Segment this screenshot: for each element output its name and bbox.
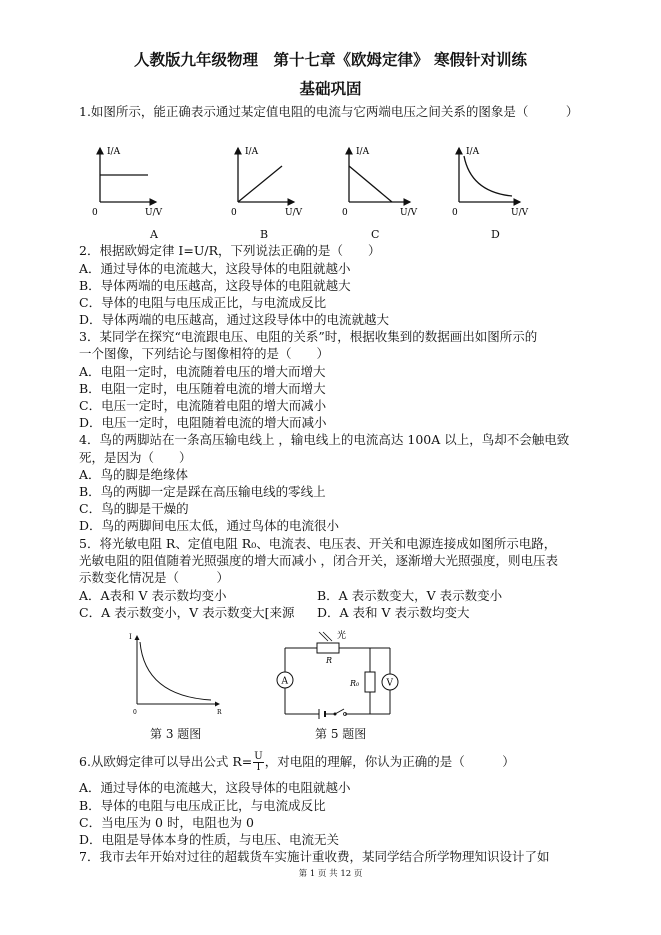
figure-5-caption: 第 5 题图 [315,727,367,741]
graph-d-curve [464,156,512,196]
resistor-r0 [365,672,375,692]
graph-a-ylabel: I/A [107,147,121,157]
fig3-curve [140,642,211,700]
q4-option-c: C．鸟的脚是干燥的 [79,501,189,516]
q4-stem-line1: 4．鸟的两脚站在一条高压输电线上 ，输电线上的电流高达 100A 以上，鸟却不会触电致 [79,432,570,447]
q2-option-c: C．导体的电阻与电压成正比，与电流成反比 [79,295,327,310]
photoresistor-r [317,643,339,653]
q5-stem-line3: 示数变化情况是（ ） [79,570,230,585]
graph-c [342,147,418,218]
graph-b-origin: 0 [231,208,237,218]
q4-option-b: B．鸟的两脚一定是踩在高压输电线的零线上 [79,484,326,499]
graph-c-ylabel: I/A [356,147,370,157]
figure-3-graph [125,630,230,720]
q7-stem: 7．我市去年开始对过往的超载货车实施计重收费，某同学结合所学物理知识设计了如 [79,849,550,864]
q3-stem-line1: 3．某同学在探究“电流跟电压、电阻的关系”时，根据收集到的数据画出如图所示的 [79,329,538,344]
q5-stem-line2: 光敏电阻的阻值随着光照强度的增大而减小 ，闭合开关，逐渐增大光照强度，则电压表 [79,553,558,568]
q3-option-c: C．电压一定时，电流随着电阻的增大而减小 [79,398,327,413]
q1-graphs [88,142,588,222]
q4-option-d: D．鸟的两脚间电压太低，通过鸟体的电流很小 [79,518,340,533]
q6-stem-post: ，对电阻的理解，你认为正确的是（ ） [264,754,515,769]
graph-label-c: C [371,228,380,241]
q6-stem [79,752,515,773]
q6-fraction [253,752,263,773]
graph-b-ylabel: I/A [245,147,259,157]
graph-c-xlabel: U/V [400,208,418,218]
graph-label-d: D [491,228,500,241]
q6-stem-pre: 6.从欧姆定律可以导出公式 R= [79,754,253,769]
graph-b-line [238,166,282,202]
graph-b-xlabel: U/V [285,208,303,218]
fig3-origin: 0 [133,709,137,716]
fig3-ylabel: I [129,633,132,641]
q6-option-d: D．电阻是导体本身的性质，与电压、电流无关 [79,832,340,847]
q6-option-c: C．当电压为 0 时，电阻也为 0 [79,815,254,830]
graph-b [231,147,303,218]
q2-stem: 2．根据欧姆定律 I=U/R，下列说法正确的是（ ） [79,243,381,258]
r-label: R [326,656,333,665]
q4-stem-line2: 死，是因为（ ） [79,450,192,465]
q3-stem-line2: 一个图像，下列结论与图像相符的是（ ） [79,346,330,361]
q5-stem-line1: 5．将光敏电阻 R、定值电阻 R₀、电流表、电压表、开关和电源连接成如图所示电路， [79,536,557,551]
fig3-xlabel: R [217,709,222,716]
q2-option-a: A．通过导体的电流越大，这段导体的电阻就越小 [79,261,351,276]
q6-frac-den: I [256,762,261,773]
q3-option-a: A．电阻一定时，电流随着电压的增大而增大 [79,364,326,379]
graph-d-xlabel: U/V [511,208,529,218]
voltmeter-label: V [386,678,393,689]
q6-option-b: B．导体的电阻与电压成正比，与电流成反比 [79,798,326,813]
graph-label-a: A [150,228,158,241]
graph-d-ylabel: I/A [466,147,480,157]
figure-5-circuit [265,628,405,723]
ammeter-label: A [281,676,288,687]
graph-label-b: B [260,228,269,241]
section-subtitle: 基础巩固 [299,79,362,98]
q6-option-a: A．通过导体的电流越大，这段导体的电阻就越小 [79,780,351,795]
q5-option-b: B．A 表示数变大，V 表示数变小 [317,588,503,603]
q1-stem: 1.如图所示，能正确表示通过某定值电阻的电流与它两端电压之间关系的图象是（ ） [79,104,579,119]
light-label: 光 [337,631,347,641]
graph-a-origin: 0 [92,208,98,218]
graph-a-xlabel: U/V [145,208,163,218]
graph-c-origin: 0 [342,208,348,218]
q3-option-b: B．电阻一定时，电压随着电流的增大而增大 [79,381,326,396]
graph-a [92,147,163,218]
figure-3-caption: 第 3 题图 [150,727,202,741]
q5-option-a: A．A表和 V 表示数均变小 [79,588,227,603]
page-footer: 第 1 页 共 12 页 [298,869,363,879]
q5-option-c: C．A 表示数变小，V 表示数变大[来源 [79,605,295,620]
q5-option-d: D．A 表和 V 表示数均变大 [317,605,470,620]
r0-label: R₀ [350,679,360,688]
graph-d-origin: 0 [452,208,458,218]
page-title: 人教版九年级物理 第十七章《欧姆定律》 寒假针对训练 [134,50,527,69]
graph-c-line [349,166,392,202]
q6-frac-num: U [254,751,263,762]
q2-option-b: B．导体两端的电压越高，这段导体的电阻就越大 [79,278,351,293]
q2-option-d: D．导体两端的电压越高，通过这段导体中的电流就越大 [79,312,390,327]
graph-d [452,147,529,218]
q3-option-d: D．电压一定时，电阻随着电流的增大而减小 [79,415,327,430]
q4-option-a: A．鸟的脚是绝缘体 [79,467,189,482]
